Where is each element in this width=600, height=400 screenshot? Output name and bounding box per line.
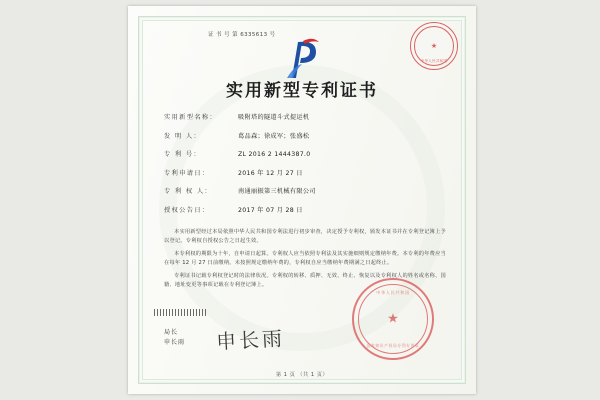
body-paragraph: 本实用新型经过本局依照中华人民共和国专利法进行初步审查，决定授予专利权，颁发本证书并在专利登记簿上予以登记。专利权自授权公告之日起生效。 [164, 229, 446, 244]
certificate-paper [128, 6, 476, 394]
field-row [164, 112, 450, 121]
star-icon: ★ [387, 311, 399, 327]
field-value: 吸附塔的隧道斗式提运机 [238, 114, 310, 121]
signature-title: 局长 [164, 329, 179, 336]
patent-office-emblem-icon [272, 36, 332, 80]
top-seal-text: 中华人民共和国 [420, 59, 448, 63]
seal-top-text: 中华人民共和国 [376, 290, 410, 295]
seal-bottom-text: 国家知识产权局专利专用章 [366, 343, 420, 348]
signature-name: 申长雨 [164, 339, 186, 346]
field-row [164, 205, 450, 214]
body-paragraph: 专利证书记载专利权登记时的法律状况。专利权的转移、质押、无效、终止、恢复以及专利权人的姓名或名称、国籍、地址变更等事项记载在专利登记簿上。 [164, 273, 446, 288]
star-icon: ★ [430, 41, 438, 50]
field-value: 葛品森；徐成军；张盛松 [238, 132, 310, 140]
top-right-seal [410, 22, 458, 70]
barcode [154, 309, 208, 316]
field-row [164, 168, 450, 177]
field-label: 授权公告日： [164, 206, 210, 214]
field-value: 2017 年 07 月 28 日 [238, 206, 303, 214]
certificate-serial-number: 证 书 号 第 6335613 号 [208, 32, 276, 38]
field-label: 发 明 人： [164, 132, 202, 140]
field-value: 2016 年 12 月 27 日 [238, 169, 303, 177]
field-label: 专 利 号： [164, 151, 202, 158]
field-label: 专 利 权 人： [164, 188, 213, 195]
field-value: 南通丽振第三机械有限公司 [238, 188, 316, 195]
page-title: 实用新型专利证书 [226, 81, 378, 101]
handwritten-signature: 申长雨 [215, 326, 286, 354]
field-row [164, 149, 450, 158]
body-paragraph: 本专利权的期限为十年，自申请日起算。专利权人应当依照专利法及其实施细则规定缴纳年费。本专利的年费应当在每年 12 月 27 日前缴纳。未按照规定缴纳年费的，专利权自应当缴纳年费期满之日起终止。 [164, 251, 446, 266]
field-value: ZL 2016 2 1444387.0 [238, 151, 311, 158]
page-footer: 第 1 页 （共 1 页） [275, 372, 329, 378]
field-row [164, 186, 450, 195]
signature-area [164, 326, 344, 354]
official-seal [352, 278, 434, 360]
field-row [164, 131, 450, 140]
field-label: 专利申请日： [164, 169, 210, 177]
field-label: 实用新型名称： [164, 114, 218, 121]
field-list [164, 112, 450, 223]
